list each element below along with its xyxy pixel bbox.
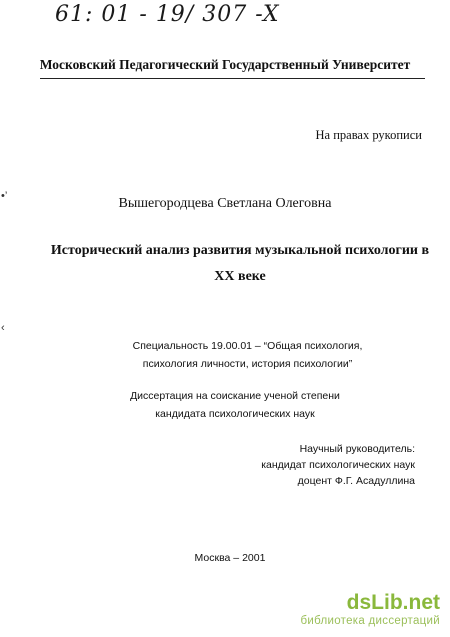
supervisor-label: Научный руководитель: [299, 443, 415, 455]
specialty [60, 337, 435, 373]
margin-mark: ‹ [1, 322, 5, 334]
watermark-subtitle: библиотека диссертаций [300, 615, 440, 627]
specialty-line: Специальность 19.00.01 – “Общая психология, [132, 340, 363, 352]
margin-mark: •’ [1, 190, 8, 202]
specialty-line: психология личности, история психологии” [142, 358, 353, 370]
supervisor-name: доцент Ф.Г. Асадуллина [297, 475, 415, 487]
supervisor-degree: кандидат психологических наук [261, 459, 415, 471]
watermark-logo: dsLib.net [346, 591, 440, 614]
rights-note: На правах рукописи [315, 128, 422, 142]
supervisor-block [261, 441, 415, 489]
handwritten-code: 61: 01 - 19/ 307 -X [55, 2, 280, 27]
university-name: Московский Педагогический Государственный Университет [39, 57, 411, 72]
title-line: Исторический анализ развития музыкальной психологии в [50, 243, 430, 258]
title-line: XX веке [214, 269, 266, 284]
degree-line: кандидата психологических наук [155, 408, 315, 420]
author-name: Вышегородцева Светлана Олеговна [118, 196, 332, 211]
city-year: Москва – 2001 [194, 552, 266, 564]
dissertation-degree [60, 387, 410, 423]
header-divider [40, 78, 425, 79]
watermark[interactable] [300, 592, 440, 628]
degree-line: Диссертация на соискание ученой степени [130, 390, 340, 402]
dissertation-title [50, 238, 430, 290]
